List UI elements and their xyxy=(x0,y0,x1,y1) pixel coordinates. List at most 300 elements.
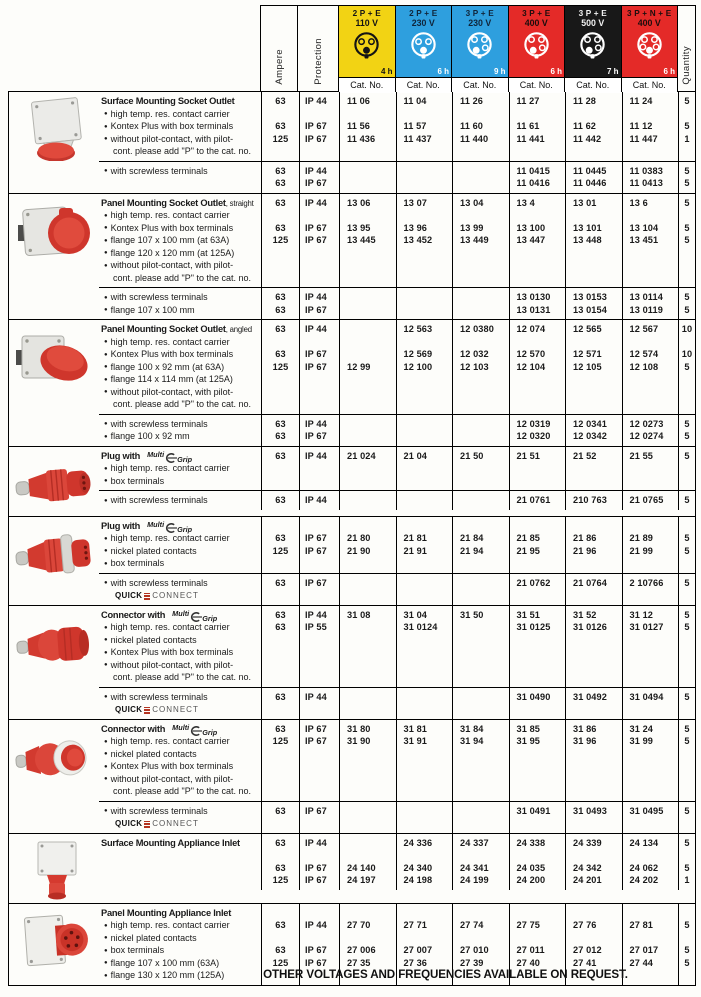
cat-no-value: 12 0341 xyxy=(573,418,607,429)
cat-no-value: 13 0131 xyxy=(516,304,551,315)
cat-no-cell xyxy=(622,720,679,801)
protection-value: IP 44 xyxy=(305,292,327,302)
product-title-line xyxy=(101,95,261,108)
protection-value: IP 44 xyxy=(305,165,327,176)
bullet-dot: ● xyxy=(104,694,108,700)
cat-no-value xyxy=(404,209,453,222)
quantity-value xyxy=(679,108,695,121)
section-data xyxy=(99,720,695,833)
cat-no-value xyxy=(517,520,566,533)
cat-no-value: 12 103 xyxy=(460,361,489,372)
protection-cell xyxy=(299,606,339,687)
feature-text: high temp. res. contact carrier xyxy=(110,336,230,347)
bullet-dot: ● xyxy=(104,560,108,567)
quantity-cell xyxy=(678,491,695,510)
product-description xyxy=(99,447,261,491)
quantity-cell xyxy=(678,194,695,288)
cat-no-value xyxy=(404,805,453,818)
feature-text: flange 100 x 92 mm (at 63A) xyxy=(110,361,225,372)
feature-bullet xyxy=(101,944,261,957)
product-title-line xyxy=(101,520,261,533)
voltage-label: 230 V xyxy=(411,18,435,28)
cat-no-value: 27 44 xyxy=(629,957,653,968)
cat-no-value: 13 4 xyxy=(516,197,535,208)
cat-no-value: 27 006 xyxy=(347,945,376,955)
connector-face-icon xyxy=(576,28,609,61)
feature-text: nickel plated contacts xyxy=(110,634,197,645)
clock-position-label: 6 h xyxy=(663,67,675,76)
cat-no-cell xyxy=(622,92,679,161)
cat-no-value: 11 56 xyxy=(347,121,370,131)
quantity-value: 5 xyxy=(684,235,690,245)
cat-no-value: 11 436 xyxy=(347,133,376,144)
header-spacer xyxy=(8,5,260,91)
feature-bullet xyxy=(101,494,261,507)
protection-value: IP 67 xyxy=(305,945,327,955)
cat-no-cell xyxy=(509,415,566,446)
cat-no-value: 31 0125 xyxy=(516,622,551,632)
bullet-dot: ● xyxy=(104,649,108,656)
cat-no-cell xyxy=(565,320,622,414)
quantity-value: 5 xyxy=(684,418,690,429)
cat-no-value xyxy=(460,849,509,862)
cat-no-value: 24 342 xyxy=(573,862,602,873)
multigrip-multi-text: Multi xyxy=(147,449,165,459)
ampere-value xyxy=(262,849,299,862)
quantity-value xyxy=(679,849,695,862)
feature-text: high temp. res. contact carrier xyxy=(110,463,230,473)
cat-no-value xyxy=(573,336,622,349)
product-catalog-table xyxy=(8,5,696,986)
cat-no-value: 13 452 xyxy=(403,235,433,245)
feature-text: flange 107 x 100 mm xyxy=(110,304,195,315)
feature-bullet xyxy=(101,589,261,602)
cat-no-value: 11 26 xyxy=(460,96,483,106)
protection-cell xyxy=(299,415,339,446)
feature-bullet xyxy=(101,932,261,945)
quantity-value: 5 xyxy=(684,577,690,588)
quickconnect-logo xyxy=(115,818,199,831)
cat-no-cell xyxy=(396,606,453,687)
cat-no-value xyxy=(404,691,453,704)
ampere-value: 63 xyxy=(275,920,286,930)
ampere-value xyxy=(262,209,299,222)
cat-no-cell xyxy=(622,802,679,833)
cat-no-value xyxy=(404,849,453,862)
protection-value: IP 44 xyxy=(305,920,327,930)
section-data xyxy=(99,606,695,719)
voltage-columns-header xyxy=(338,5,677,91)
feature-bullet xyxy=(101,430,261,443)
cat-no-cell xyxy=(622,574,679,605)
feature-text: high temp. res. contact carrier xyxy=(110,622,230,632)
cat-no-value xyxy=(460,177,509,190)
section-data xyxy=(99,447,695,516)
product-photo xyxy=(9,834,99,903)
quantity-cell xyxy=(678,320,695,414)
cat-no-value xyxy=(630,336,679,349)
cat-no-value: 24 337 xyxy=(460,837,489,848)
clock-position-label: 9 h xyxy=(493,67,506,76)
cat-no-label: Cat. No. xyxy=(339,77,395,93)
feature-bullet xyxy=(101,165,261,178)
feature-text: high temp. res. contact carrier xyxy=(110,736,230,746)
cat-no-value: 31 0493 xyxy=(573,805,607,816)
cat-no-value: 24 336 xyxy=(403,837,433,848)
bullet-dot: ● xyxy=(104,136,108,142)
cat-no-value: 13 100 xyxy=(516,222,546,233)
cat-no-cell xyxy=(396,447,453,491)
cat-no-cell xyxy=(622,834,679,890)
feature-text: flange 107 x 100 mm (at 63A) xyxy=(110,235,230,245)
cat-no-value: 24 198 xyxy=(403,875,433,885)
cat-no-value: 12 104 xyxy=(516,361,546,372)
bullet-dot: ● xyxy=(104,168,108,174)
connector-face-icon xyxy=(407,28,440,61)
quickconnect-logo xyxy=(115,590,199,603)
cat-no-value: 27 012 xyxy=(573,945,602,955)
cat-no-value: 21 91 xyxy=(403,545,427,556)
cat-no-value xyxy=(460,691,509,704)
cat-no-value: 13 99 xyxy=(460,222,484,233)
quantity-value: 5 xyxy=(684,96,690,106)
ampere-value: 125 xyxy=(272,736,289,746)
quantity-value xyxy=(679,209,695,222)
feature-text: box terminals xyxy=(110,475,165,486)
ampere-value xyxy=(262,462,299,475)
bullet-dot: ● xyxy=(104,123,108,130)
cat-no-cell xyxy=(452,415,509,446)
cat-no-cell xyxy=(452,834,509,890)
voltage-column-1 xyxy=(338,5,395,91)
feature-text: high temp. res. contact carrier xyxy=(110,108,230,119)
ampere-value: 63 xyxy=(275,609,286,620)
cat-no-value xyxy=(573,907,622,920)
ampere-value xyxy=(262,907,299,920)
feature-text: with screwless terminals xyxy=(110,577,208,588)
cat-no-value: 11 442 xyxy=(573,133,602,144)
bullet-dot: ● xyxy=(104,351,108,358)
feature-text: with screwless terminals xyxy=(110,805,208,816)
cat-no-value: 12 0380 xyxy=(460,324,494,334)
cat-no-cell xyxy=(339,491,396,510)
feature-bullet xyxy=(101,209,261,222)
cat-no-value: 24 338 xyxy=(516,837,546,848)
cat-no-value: 27 017 xyxy=(629,945,659,955)
quantity-value xyxy=(679,336,695,349)
product-photo xyxy=(9,194,99,320)
cat-no-value: 31 94 xyxy=(460,736,484,746)
cat-no-value: 31 08 xyxy=(347,609,371,620)
multigrip-multi-text: Multi xyxy=(172,608,190,618)
quantity-value: 5 xyxy=(684,304,690,315)
cat-no-value xyxy=(347,418,396,431)
cat-no-cell xyxy=(452,491,509,510)
footer-note: OTHER VOLTAGES AND FREQUENCIES AVAILABLE ON REQUEST. xyxy=(263,968,628,981)
cat-no-value xyxy=(517,932,566,945)
cat-no-value xyxy=(630,932,679,945)
quantity-value: 5 xyxy=(684,805,690,816)
product-title: Surface Mounting Socket Outlet xyxy=(101,96,235,106)
cat-no-value: 31 0127 xyxy=(629,622,664,632)
cat-no-value xyxy=(517,849,566,862)
cat-no-value: 24 202 xyxy=(629,875,659,885)
feature-bullet xyxy=(101,133,261,146)
cat-no-value xyxy=(347,165,396,178)
connector-face-icon xyxy=(463,28,496,61)
feature-bullet xyxy=(101,145,261,158)
cat-no-value: 11 0383 xyxy=(629,165,663,176)
protection-value: IP 67 xyxy=(305,577,327,588)
cat-no-value: 31 51 xyxy=(516,609,540,620)
subsection-description xyxy=(99,162,261,193)
cat-no-value: 12 565 xyxy=(573,324,602,334)
quantity-cell xyxy=(678,802,695,833)
protection-cell xyxy=(299,491,339,510)
cat-no-value: 27 41 xyxy=(573,957,597,968)
cat-no-cell xyxy=(396,688,453,719)
protection-value xyxy=(305,849,339,862)
product-section-7 xyxy=(9,719,695,833)
cat-no-value xyxy=(460,520,509,533)
bullet-dot: ● xyxy=(104,376,108,383)
cat-no-cell xyxy=(622,415,679,446)
product-title: Plug with xyxy=(101,520,141,531)
cat-no-cell xyxy=(565,574,622,605)
quantity-value: 5 xyxy=(684,545,690,556)
cat-no-value: 11 24 xyxy=(629,96,653,106)
cat-no-value: 11 440 xyxy=(460,133,489,144)
cat-no-value: 21 80 xyxy=(347,533,371,543)
cat-no-cell xyxy=(396,320,453,414)
cat-no-value: 31 0494 xyxy=(629,691,664,702)
cat-no-value: 21 50 xyxy=(460,450,484,461)
protection-value: IP 67 xyxy=(305,349,327,359)
feature-text: flange 100 x 92 mm xyxy=(110,431,190,441)
cat-no-value: 27 011 xyxy=(516,945,545,955)
cat-no-cell xyxy=(452,194,509,288)
quantity-value xyxy=(679,932,695,945)
protection-cell xyxy=(299,517,339,573)
cat-no-value: 13 447 xyxy=(516,235,546,245)
screwless-variants xyxy=(99,287,695,319)
cat-no-cell xyxy=(339,92,396,161)
feature-text: Kontex Plus with box terminals xyxy=(110,222,234,233)
cat-no-value xyxy=(460,577,509,590)
cat-no-cell xyxy=(509,688,566,719)
cat-no-value: 24 201 xyxy=(573,875,602,885)
subsection-description xyxy=(99,574,261,605)
cat-no-value xyxy=(404,577,453,590)
cat-no-cell xyxy=(452,688,509,719)
bullet-dot: ● xyxy=(104,307,108,313)
feature-bullet xyxy=(101,386,261,399)
cat-no-value: 12 0274 xyxy=(629,431,664,441)
cat-no-value xyxy=(517,209,566,222)
connector-face-icon xyxy=(633,28,666,61)
cat-no-value: 31 0495 xyxy=(629,805,664,816)
cat-no-cell xyxy=(339,415,396,446)
protection-value: IP 67 xyxy=(305,545,327,556)
cat-no-value xyxy=(630,520,679,533)
voltage-column-5 xyxy=(564,5,621,91)
protection-value: IP 44 xyxy=(305,691,327,702)
cat-no-value: 11 04 xyxy=(403,96,427,106)
product-title-suffix: , angled xyxy=(225,325,252,334)
cat-no-cell xyxy=(452,288,509,319)
cat-no-cell xyxy=(565,162,622,193)
voltage-label: 500 V xyxy=(581,18,605,28)
voltage-column-2 xyxy=(395,5,452,91)
protection-value: IP 44 xyxy=(305,418,327,429)
cat-no-cell xyxy=(622,447,679,491)
product-description xyxy=(99,320,261,414)
cat-no-value xyxy=(573,462,622,475)
cat-no-label: Cat. No. xyxy=(452,77,508,93)
quickconnect-bars-icon xyxy=(144,821,150,828)
cat-no-cell xyxy=(509,162,566,193)
cat-no-value: 12 0320 xyxy=(516,431,551,441)
product-photo xyxy=(9,320,99,446)
feature-bullet xyxy=(101,234,261,247)
bullet-dot: ● xyxy=(104,738,108,745)
protection-value xyxy=(305,932,339,945)
cat-no-cell xyxy=(452,320,509,414)
protection-value: IP 67 xyxy=(305,805,327,816)
protection-value xyxy=(305,520,339,533)
cat-no-value xyxy=(404,418,453,431)
cat-no-value: 11 61 xyxy=(516,121,540,131)
feature-text: high temp. res. contact carrier xyxy=(110,920,230,930)
ampere-value: 125 xyxy=(272,875,289,885)
cat-no-value: 24 035 xyxy=(516,862,546,873)
cat-no-cell xyxy=(452,802,509,833)
cat-no-cell xyxy=(509,288,566,319)
feature-bullet xyxy=(101,475,261,488)
cat-no-value xyxy=(517,907,566,920)
ampere-value xyxy=(262,108,299,121)
product-title-line xyxy=(101,450,261,463)
cat-no-value xyxy=(347,209,396,222)
cat-no-value xyxy=(630,849,679,862)
cat-no-value: 13 0154 xyxy=(573,304,607,315)
feature-text: cont. please add "P" to the cat. no. xyxy=(113,146,251,156)
quantity-cell xyxy=(678,92,695,161)
protection-value: IP 44 xyxy=(305,495,327,505)
clock-position-label: 6 h xyxy=(437,67,449,76)
product-description xyxy=(99,517,261,573)
product-section-8 xyxy=(9,833,695,903)
bullet-dot: ● xyxy=(104,580,108,586)
cat-no-value: 11 437 xyxy=(403,133,432,144)
cat-no-value xyxy=(347,348,396,361)
cat-no-cell xyxy=(509,834,566,890)
clock-position-label: 7 h xyxy=(606,67,619,76)
cat-no-value: 21 95 xyxy=(516,545,540,556)
cat-no-value xyxy=(573,209,622,222)
cat-no-cell xyxy=(622,517,679,573)
cat-no-value xyxy=(347,520,396,533)
socket-panel-straight-product-image xyxy=(13,199,95,263)
cat-no-label: Cat. No. xyxy=(565,77,621,93)
ampere-value: 63 xyxy=(275,349,286,359)
cat-no-value: 31 90 xyxy=(347,736,371,746)
multigrip-multi-text: Multi xyxy=(172,722,190,732)
cat-no-value: 21 94 xyxy=(460,545,484,556)
product-title-line xyxy=(101,837,261,850)
quantity-value: 5 xyxy=(684,837,690,848)
feature-text: high temp. res. contact carrier xyxy=(110,210,230,220)
cat-no-cell xyxy=(565,288,622,319)
cat-no-cell xyxy=(396,834,453,890)
cat-no-value: 24 134 xyxy=(629,837,659,848)
cat-no-value: 11 60 xyxy=(460,121,483,131)
ampere-cell xyxy=(261,320,299,414)
protection-value: IP 67 xyxy=(305,178,327,188)
cat-no-value: 21 0765 xyxy=(629,495,664,505)
cat-no-value: 12 563 xyxy=(403,324,433,334)
protection-value: IP 44 xyxy=(305,96,327,106)
cat-no-value xyxy=(573,849,622,862)
bullet-dot: ● xyxy=(104,776,108,782)
multigrip-g-icon xyxy=(164,452,177,464)
bullet-dot: ● xyxy=(104,389,108,395)
multigrip-logo xyxy=(172,722,218,738)
connector-face xyxy=(350,28,383,66)
multigrip-logo xyxy=(147,449,193,465)
ampere-value: 63 xyxy=(275,197,286,208)
cat-no-value xyxy=(404,462,453,475)
quantity-value: 5 xyxy=(684,736,690,746)
feature-bullet xyxy=(101,291,261,304)
feature-text: Kontex Plus with box terminals xyxy=(110,349,234,359)
protection-value: IP 44 xyxy=(305,324,327,334)
cat-no-cell xyxy=(339,688,396,719)
cat-no-value xyxy=(347,621,396,634)
product-title-line xyxy=(101,323,261,336)
feature-text: box terminals xyxy=(110,558,165,568)
feature-bullet xyxy=(101,748,261,761)
quantity-value: 5 xyxy=(684,450,690,461)
feature-text: nickel plated contacts xyxy=(110,932,197,943)
protection-value: IP 44 xyxy=(305,197,327,208)
cat-no-value: 21 52 xyxy=(573,450,597,461)
quantity-cell xyxy=(678,720,695,801)
feature-bullet xyxy=(101,646,261,659)
protection-cell xyxy=(299,320,339,414)
cat-no-value: 31 95 xyxy=(516,736,540,746)
protection-value: IP 67 xyxy=(305,862,327,873)
quantity-value: 5 xyxy=(684,197,690,208)
multigrip-g-icon xyxy=(164,522,177,534)
cat-no-value xyxy=(630,209,679,222)
protection-cell xyxy=(299,802,339,833)
connector-face xyxy=(633,28,666,66)
cat-no-cell xyxy=(565,834,622,890)
cat-no-value: 12 032 xyxy=(460,349,489,359)
cat-no-value xyxy=(460,304,509,317)
bullet-dot: ● xyxy=(104,339,108,345)
cat-no-value: 31 96 xyxy=(573,736,597,746)
product-title-line xyxy=(101,907,261,920)
main-variants xyxy=(99,720,695,801)
feature-bullet xyxy=(101,760,261,773)
cat-no-value: 13 96 xyxy=(403,222,427,233)
cat-no-value xyxy=(460,621,509,634)
plug-ip67-product-image xyxy=(13,522,95,586)
quantity-value: 1 xyxy=(684,875,690,885)
cat-no-cell xyxy=(622,194,679,288)
